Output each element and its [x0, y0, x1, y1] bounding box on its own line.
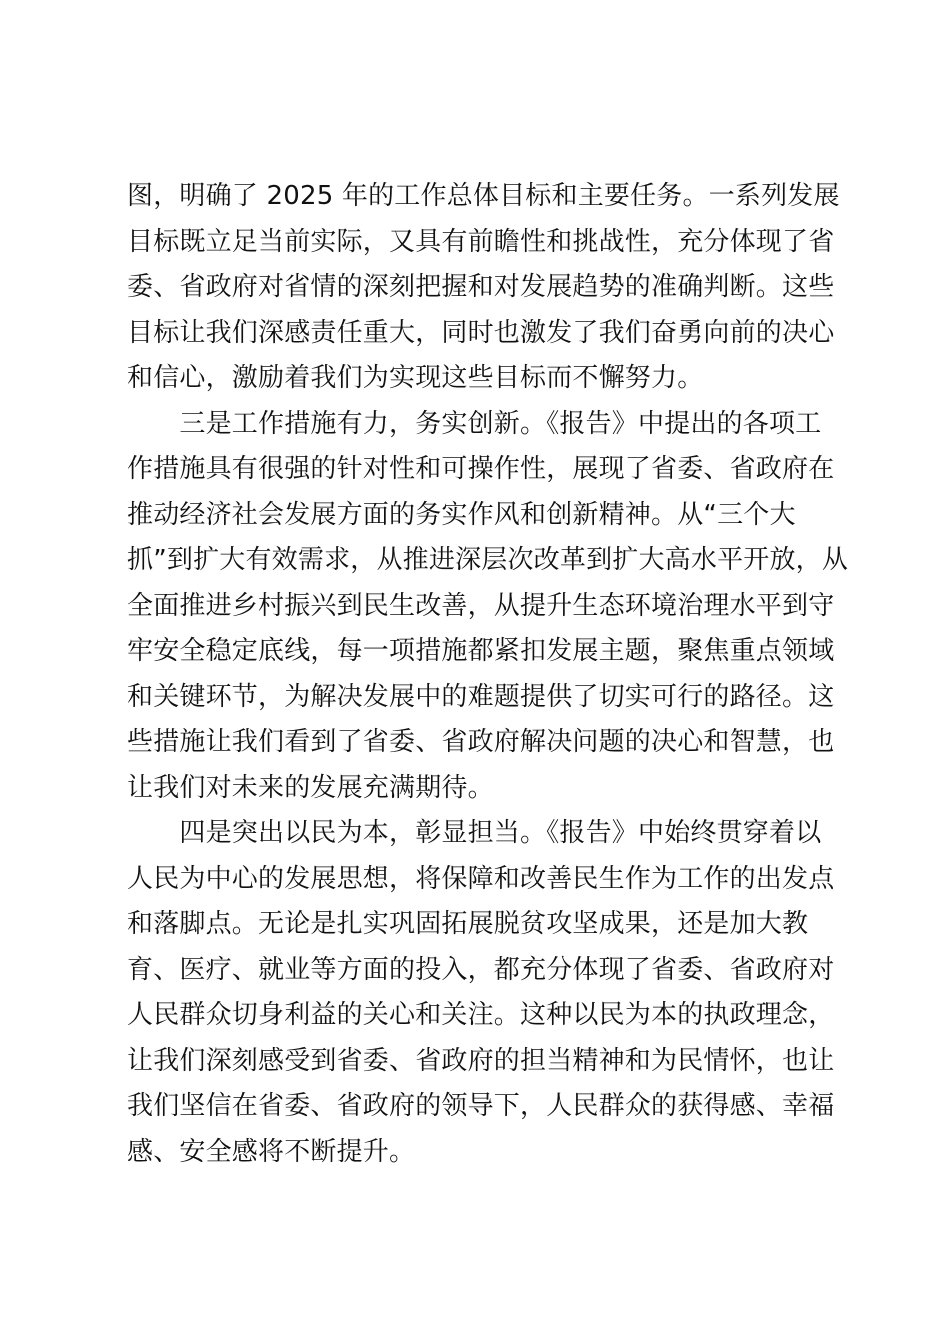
- text-line: 牢安全稳定底线，每一项措施都紧扣发展主题，聚焦重点领域: [127, 636, 835, 666]
- text-line: 和落脚点。无论是扎实巩固拓展脱贫攻坚成果，还是加大教: [127, 909, 809, 939]
- text-line: 我们坚信在省委、省政府的领导下，人民群众的获得感、幸福: [127, 1091, 835, 1121]
- text-line: 目标既立足当前实际，又具有前瞻性和挑战性，充分体现了省: [127, 226, 835, 257]
- text-line: 和信心，激励着我们为实现这些目标而不懈努力。: [127, 363, 704, 393]
- text-line: 图，明确了 2025 年的工作总体目标和主要任务。一系列发展: [127, 181, 840, 211]
- text-line: 让我们深刻感受到省委、省政府的担当精神和为民情怀，也让: [127, 1045, 835, 1076]
- text-line: 抓”到扩大有效需求，从推进深层次改革到扩大高水平开放，从: [127, 545, 849, 575]
- text-line: 目标让我们深感责任重大，同时也激发了我们奋勇向前的决心: [127, 317, 835, 348]
- text-line: 全面推进乡村振兴到民生改善，从提升生态环境治理水平到守: [127, 590, 835, 621]
- text-line: 委、省政府对省情的深刻把握和对发展趋势的准确判断。这些: [127, 272, 835, 302]
- document-body: [127, 174, 849, 1175]
- text-line: 作措施具有很强的针对性和可操作性，展现了省委、省政府在: [127, 454, 835, 484]
- text-line: 让我们对未来的发展充满期待。: [127, 772, 494, 803]
- text-line: 推动经济社会发展方面的务实作风和创新精神。从“三个大: [127, 499, 796, 530]
- text-line: 人民为中心的发展思想，将保障和改善民生作为工作的出发点: [127, 863, 835, 894]
- text-line: 三是工作措施有力，务实创新。《报告》中提出的各项工: [127, 408, 822, 439]
- text-line: 和关键环节，为解决发展中的难题提供了切实可行的路径。这: [127, 681, 835, 712]
- text-line: 人民群众切身利益的关心和关注。这种以民为本的执政理念，: [127, 1000, 835, 1030]
- text-line: 感、安全感将不断提升。: [127, 1136, 416, 1167]
- text-line: 四是突出以民为本，彰显担当。《报告》中始终贯穿着以: [127, 818, 822, 848]
- text-line: 育、医疗、就业等方面的投入，都充分体现了省委、省政府对: [127, 954, 835, 985]
- text-line: 些措施让我们看到了省委、省政府解决问题的决心和智慧，也: [127, 727, 835, 757]
